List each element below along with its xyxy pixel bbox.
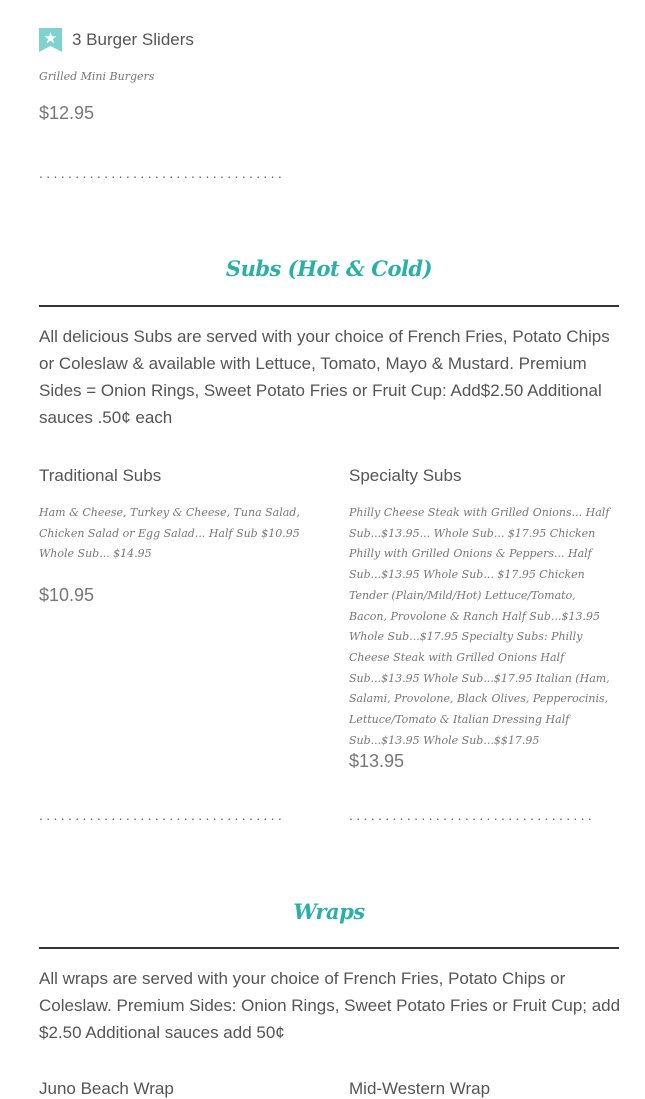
menu-item-description: Ham & Cheese, Turkey & Cheese, Tuna Salad, Chicken Salad or Egg Salad... Half Sub $10.95 Whole Sub... $14.95 (39, 506, 300, 561)
dotted-separator: .................................. (39, 807, 286, 823)
menu-item-title: Traditional Subs (39, 466, 162, 485)
section-description-wraps: All wraps are served with your choice of French Fries, Potato Chips or Coleslaw. Premium Sides: Onion Rings, Sweet Potato Fries or Fruit Cup; add $2.50 Additional sauces add 50¢ (39, 969, 621, 1042)
section-divider (39, 947, 619, 949)
menu-item-title: Specialty Subs (349, 466, 462, 485)
section-description-subs: All delicious Subs are served with your choice of French Fries, Potato Chips or Coleslaw & available with Lettuce, Tomato, Mayo & Mustard. Premium Sides = Onion Rings, Sweet Potato Fries or Fruit Cup: Add$2.50 Additional sauces .50¢ each (39, 327, 610, 427)
section-divider (39, 305, 619, 307)
menu-item-price: $12.95 (39, 103, 95, 123)
section-title-wraps: Wraps (293, 899, 365, 924)
menu-item-title: Juno Beach Wrap (39, 1079, 174, 1098)
dotted-separator: .................................. (349, 807, 596, 823)
menu-item-burger-sliders (39, 28, 319, 124)
star-icon (39, 28, 62, 52)
menu-item-description: Philly Cheese Steak with Grilled Onions... Half Sub...$13.95... Whole Sub... $17.95 Chicken Philly with Grilled Onions & Peppers... Half Sub...$13.95 Whole Sub... $17.95 Chicken Tender (Plain/Mild/Hot) Lettuce/Tomato, Bacon, Provolone & Ranch Half Sub...$13.95 Whole Sub...$17.95 Specialty Subs: Philly Cheese Steak with Grilled Onions Half Sub...$13.95 Whole Sub...$17.95 Italian (Ham, Salami, Provolone, Black Olives, Pepperocinis, Lettuce/Tomato & Italian Dressing Half Sub...$13.95 Whole Sub...$$17.95 (349, 506, 610, 747)
menu-item-title: Mid-Western Wrap (349, 1079, 491, 1098)
menu-item-title-row (39, 28, 319, 52)
menu-item-price: $13.95 (349, 751, 405, 771)
menu-item-price: $10.95 (39, 585, 95, 605)
dotted-separator: .................................. (39, 165, 286, 181)
menu-item-description: Grilled Mini Burgers (39, 70, 155, 83)
section-title-subs: Subs (Hot & Cold) (225, 256, 433, 281)
menu-item-title: 3 Burger Sliders (72, 30, 194, 49)
